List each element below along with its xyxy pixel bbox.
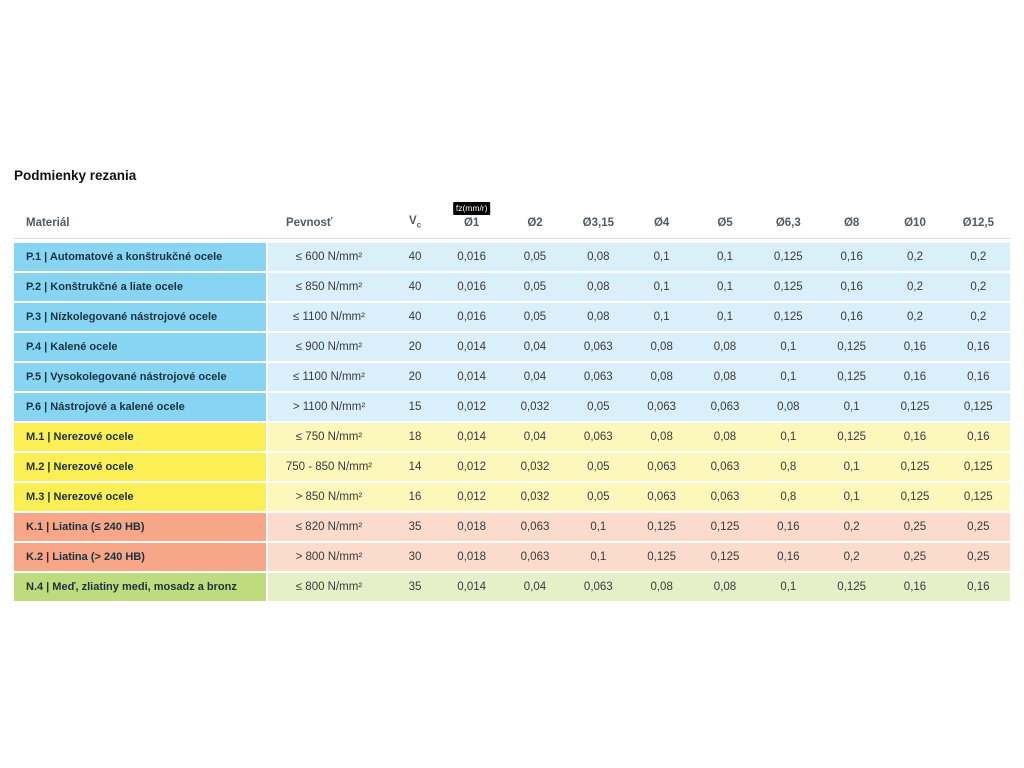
fz-value-cell: 0,1 [843, 401, 860, 414]
fz-value-cell: 0,016 [457, 311, 487, 324]
fz-value-cell: 0,125 [900, 401, 930, 414]
strength-cell: ≤ 1100 N/mm² [293, 371, 365, 384]
material-cell: P.3 | Nízkolegované nástrojové ocele [14, 303, 266, 331]
row-values [268, 543, 1010, 571]
fz-value-cell: 0,1 [780, 341, 797, 354]
fz-value-cell: 0,08 [713, 581, 737, 594]
vc-cell: 20 [408, 341, 422, 354]
strength-cell: 750 - 850 N/mm² [285, 461, 373, 474]
fz-value-cell: 0,016 [457, 281, 487, 294]
strength-cell: > 1100 N/mm² [292, 401, 366, 414]
fz-value-cell: 0,04 [523, 341, 547, 354]
fz-value-cell: 0,8 [780, 461, 797, 474]
material-cell: P.1 | Automatové a konštrukčné ocele [14, 243, 266, 271]
fz-value-cell: 0,16 [903, 431, 927, 444]
fz-value-cell: 0,1 [653, 251, 670, 264]
fz-value-cell: 0,25 [903, 551, 927, 564]
fz-value-cell: 0,04 [523, 581, 547, 594]
row-values [268, 573, 1010, 601]
fz-value-cell: 0,04 [523, 431, 547, 444]
table-row [14, 243, 1010, 271]
row-values [268, 393, 1010, 421]
header-diameter-4: Ø4 [653, 217, 670, 230]
fz-value-cell: 0,05 [587, 461, 610, 474]
fz-value-cell: 0,16 [840, 281, 863, 294]
fz-value-cell: 0,125 [963, 461, 993, 474]
fz-value-cell: 0,08 [650, 431, 673, 444]
fz-value-cell: 0,08 [650, 341, 673, 354]
row-values [268, 483, 1010, 511]
fz-value-cell: 0,125 [900, 461, 930, 474]
vc-cell: 35 [408, 581, 422, 594]
fz-value-cell: 0,08 [650, 581, 673, 594]
fz-value-cell: 0,1 [716, 311, 733, 324]
fz-value-cell: 0,063 [647, 461, 677, 474]
fz-value-cell: 0,1 [843, 461, 860, 474]
table-row [14, 573, 1010, 601]
fz-value-cell: 0,2 [906, 281, 923, 294]
fz-value-cell: 0,16 [840, 251, 863, 264]
header-vc [390, 215, 440, 229]
header-material: Materiál [26, 217, 70, 230]
fz-value-cell: 0,08 [587, 281, 610, 294]
vc-cell: 20 [408, 371, 422, 384]
fz-value-cell: 0,125 [773, 311, 803, 324]
header-diameter-1 [440, 203, 503, 230]
vc-cell: 35 [408, 521, 422, 534]
fz-value-cell: 0,014 [457, 371, 487, 384]
fz-value-cell: 0,2 [843, 551, 860, 564]
fz-value-cell: 0,08 [587, 311, 610, 324]
material-cell: P.5 | Vysokolegované nástrojové ocele [14, 363, 266, 391]
fz-value-cell: 0,018 [457, 521, 487, 534]
table-row [14, 333, 1010, 361]
table-row [14, 453, 1010, 481]
strength-cell: ≤ 1100 N/mm² [293, 311, 365, 324]
material-cell: N.4 | Meď, zliatiny medi, mosadz a bronz [14, 573, 266, 601]
fz-value-cell: 0,1 [716, 281, 733, 294]
fz-value-cell: 0,125 [647, 551, 677, 564]
fz-value-cell: 0,125 [837, 341, 867, 354]
row-values [268, 513, 1010, 541]
fz-value-cell: 0,16 [967, 431, 990, 444]
fz-value-cell: 0,8 [780, 491, 797, 504]
table-row [14, 393, 1010, 421]
fz-value-cell: 0,063 [710, 461, 740, 474]
fz-value-cell: 0,125 [837, 581, 867, 594]
header-diameter-2: Ø2 [527, 217, 543, 230]
vc-cell: 18 [408, 431, 422, 444]
fz-value-cell: 0,063 [520, 521, 550, 534]
fz-value-cell: 0,16 [777, 521, 800, 534]
fz-value-cell: 0,16 [903, 341, 927, 354]
row-values [268, 453, 1010, 481]
fz-value-cell: 0,063 [583, 341, 613, 354]
fz-value-cell: 0,063 [647, 491, 677, 504]
fz-value-cell: 0,014 [457, 581, 487, 594]
fz-value-cell: 0,1 [653, 281, 670, 294]
fz-value-cell: 0,125 [773, 281, 803, 294]
vc-cell: 14 [408, 461, 422, 474]
fz-value-cell: 0,16 [777, 551, 800, 564]
strength-cell: > 850 N/mm² [295, 491, 363, 504]
row-values [268, 243, 1010, 271]
material-cell: K.1 | Liatina (≤ 240 HB) [14, 513, 266, 541]
fz-value-cell: 0,125 [963, 491, 993, 504]
vc-cell: 30 [408, 551, 422, 564]
fz-value-cell: 0,16 [967, 371, 990, 384]
fz-value-cell: 0,063 [647, 401, 677, 414]
strength-cell: ≤ 600 N/mm² [295, 251, 363, 264]
material-cell: K.2 | Liatina (> 240 HB) [14, 543, 266, 571]
fz-value-cell: 0,012 [457, 491, 487, 504]
table-body [14, 243, 1010, 601]
fz-value-cell: 0,16 [840, 311, 863, 324]
fz-value-cell: 0,16 [903, 371, 927, 384]
fz-value-cell: 0,063 [583, 581, 613, 594]
header-strength: Pevnosť [286, 217, 333, 230]
fz-value-cell: 0,012 [457, 461, 487, 474]
vc-cell: 40 [408, 251, 422, 264]
fz-value-cell: 0,08 [713, 341, 737, 354]
fz-value-cell: 0,2 [970, 251, 987, 264]
fz-value-cell: 0,125 [837, 431, 867, 444]
strength-cell: ≤ 750 N/mm² [295, 431, 363, 444]
fz-value-cell: 0,2 [906, 311, 923, 324]
fz-value-cell: 0,125 [710, 551, 740, 564]
row-values [268, 333, 1010, 361]
fz-value-cell: 0,05 [523, 281, 547, 294]
header-diameter-3-15: Ø3,15 [582, 217, 614, 230]
fz-value-cell: 0,014 [457, 341, 487, 354]
fz-value-cell: 0,125 [837, 371, 867, 384]
fz-value-cell: 0,1 [653, 311, 670, 324]
fz-value-cell: 0,125 [647, 521, 677, 534]
strength-cell: ≤ 850 N/mm² [295, 281, 363, 294]
row-values [268, 423, 1010, 451]
fz-value-cell: 0,063 [583, 431, 613, 444]
vc-subscript: c [416, 220, 422, 230]
fz-value-cell: 0,125 [900, 491, 930, 504]
fz-unit-badge: fz(mm/r) [453, 202, 491, 215]
fz-value-cell: 0,08 [713, 371, 737, 384]
fz-value-cell: 0,032 [520, 491, 550, 504]
fz-value-cell: 0,25 [967, 521, 990, 534]
fz-value-cell: 0,08 [713, 431, 737, 444]
fz-value-cell: 0,063 [710, 491, 740, 504]
header-diameter-12-5: Ø12,5 [962, 217, 994, 230]
table-row [14, 303, 1010, 331]
row-values [268, 363, 1010, 391]
row-values [268, 273, 1010, 301]
table-header [14, 199, 1010, 239]
material-cell: P.6 | Nástrojové a kalené ocele [14, 393, 266, 421]
fz-value-cell: 0,1 [780, 431, 797, 444]
fz-value-cell: 0,1 [590, 521, 607, 534]
fz-value-cell: 0,08 [777, 401, 800, 414]
fz-value-cell: 0,1 [716, 251, 733, 264]
vc-cell: 15 [408, 401, 422, 414]
material-cell: P.2 | Konštrukčné a liate ocele [14, 273, 266, 301]
fz-value-cell: 0,012 [457, 401, 487, 414]
fz-value-cell: 0,2 [970, 281, 987, 294]
fz-value-cell: 0,16 [967, 581, 990, 594]
header-values-group [268, 203, 1010, 230]
fz-value-cell: 0,1 [780, 371, 797, 384]
material-cell: P.4 | Kalené ocele [14, 333, 266, 361]
header-diameter-label: Ø1 [463, 217, 480, 230]
fz-value-cell: 0,05 [587, 491, 610, 504]
table-row [14, 363, 1010, 391]
material-cell: M.2 | Nerezové ocele [14, 453, 266, 481]
fz-value-cell: 0,16 [967, 341, 990, 354]
fz-value-cell: 0,014 [457, 431, 487, 444]
strength-cell: ≤ 900 N/mm² [295, 341, 363, 354]
fz-value-cell: 0,032 [520, 461, 550, 474]
header-diameter-5: Ø5 [717, 217, 733, 230]
fz-value-cell: 0,063 [583, 371, 613, 384]
header-diameter-10: Ø10 [904, 217, 926, 230]
fz-value-cell: 0,032 [520, 401, 550, 414]
fz-value-cell: 0,125 [773, 251, 803, 264]
fz-value-cell: 0,04 [523, 371, 547, 384]
fz-value-cell: 0,08 [650, 371, 673, 384]
fz-value-cell: 0,16 [903, 581, 927, 594]
table-row [14, 273, 1010, 301]
fz-value-cell: 0,018 [457, 551, 487, 564]
fz-value-cell: 0,1 [780, 581, 797, 594]
strength-cell: > 800 N/mm² [295, 551, 363, 564]
fz-value-cell: 0,1 [843, 491, 860, 504]
strength-cell: ≤ 800 N/mm² [295, 581, 363, 594]
fz-value-cell: 0,2 [843, 521, 860, 534]
page-title: Podmienky rezania [14, 168, 137, 183]
table-row [14, 543, 1010, 571]
fz-value-cell: 0,125 [963, 401, 993, 414]
material-cell: M.1 | Nerezové ocele [14, 423, 266, 451]
fz-value-cell: 0,08 [587, 251, 610, 264]
row-values [268, 303, 1010, 331]
fz-value-cell: 0,25 [903, 521, 927, 534]
strength-cell: ≤ 820 N/mm² [295, 521, 363, 534]
fz-value-cell: 0,05 [587, 401, 610, 414]
header-diameter-6-3: Ø6,3 [775, 217, 801, 230]
fz-value-cell: 0,2 [970, 311, 987, 324]
fz-value-cell: 0,05 [523, 311, 547, 324]
fz-value-cell: 0,25 [967, 551, 990, 564]
cutting-conditions-table [14, 199, 1010, 601]
table-row [14, 483, 1010, 511]
fz-value-cell: 0,1 [590, 551, 607, 564]
vc-cell: 40 [408, 311, 422, 324]
vc-cell: 16 [408, 491, 422, 504]
table-row [14, 513, 1010, 541]
fz-value-cell: 0,125 [710, 521, 740, 534]
fz-value-cell: 0,063 [710, 401, 740, 414]
fz-value-cell: 0,016 [457, 251, 487, 264]
fz-value-cell: 0,2 [906, 251, 923, 264]
header-diameter-8: Ø8 [843, 217, 860, 230]
fz-value-cell: 0,063 [520, 551, 550, 564]
table-row [14, 423, 1010, 451]
vc-cell: 40 [408, 281, 422, 294]
vc-symbol: V [408, 215, 417, 227]
fz-value-cell: 0,05 [523, 251, 547, 264]
material-cell: M.3 | Nerezové ocele [14, 483, 266, 511]
